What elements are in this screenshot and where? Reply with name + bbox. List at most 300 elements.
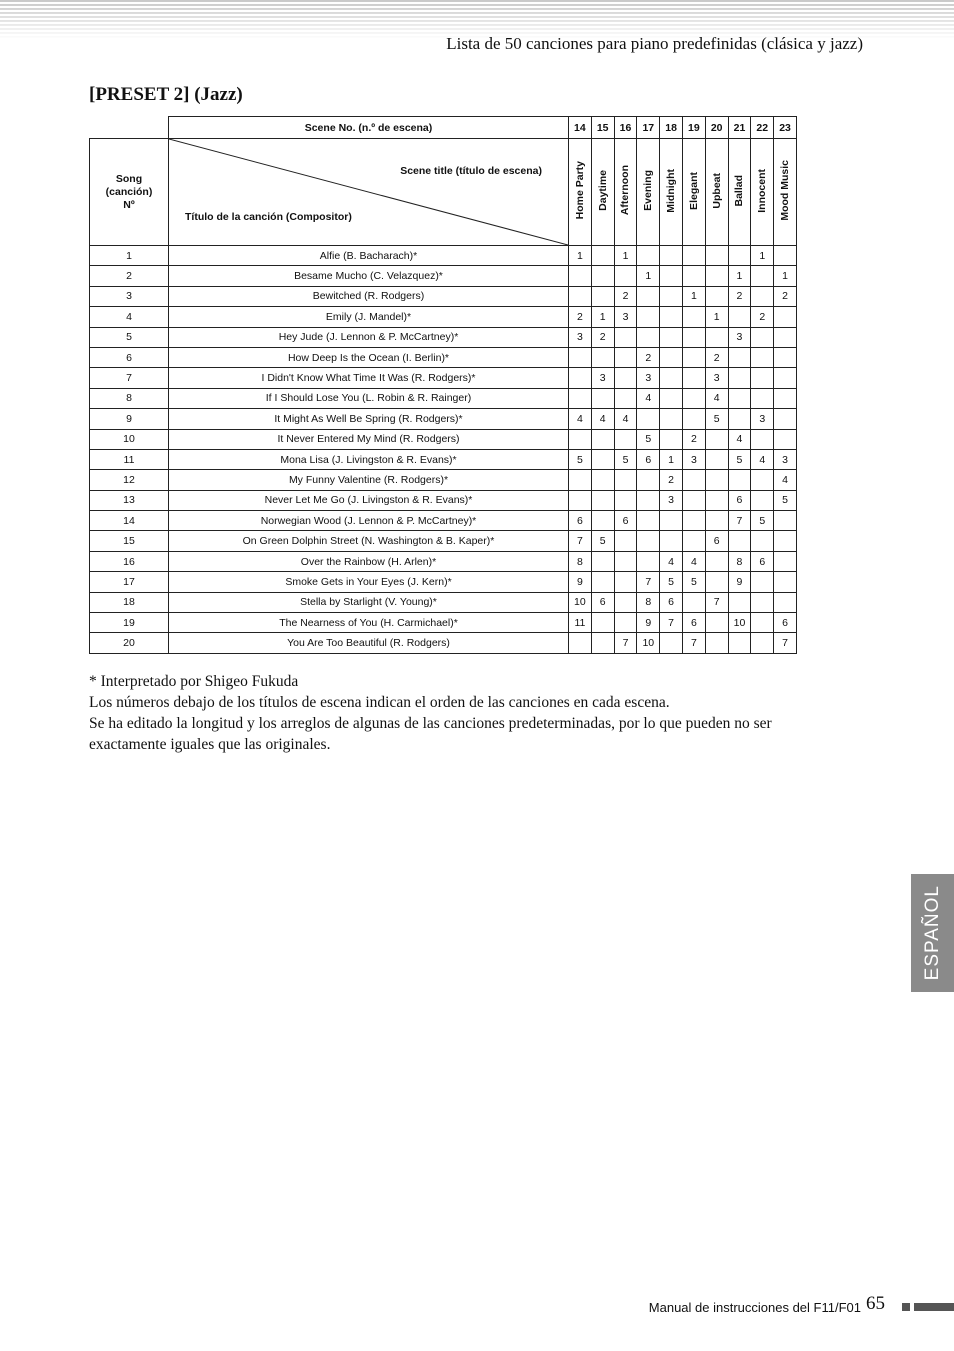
scene-order-cell bbox=[682, 327, 705, 347]
blank-corner bbox=[90, 117, 169, 139]
scene-order-cell: 1 bbox=[705, 307, 728, 327]
scene-order-cell: 3 bbox=[728, 327, 751, 347]
song-title-label: Título de la canción (Compositor) bbox=[185, 211, 352, 223]
notes bbox=[89, 671, 809, 755]
song-title: If I Should Lose You (L. Robin & R. Rainger) bbox=[169, 388, 569, 408]
scene-order-cell bbox=[660, 633, 683, 653]
scene-order-cell bbox=[682, 531, 705, 551]
scene-order-cell bbox=[751, 286, 774, 306]
language-label: ESPAÑOL bbox=[921, 885, 943, 981]
scene-order-cell: 6 bbox=[705, 531, 728, 551]
scene-order-cell bbox=[591, 388, 614, 408]
scene-order-cell bbox=[705, 490, 728, 510]
scene-title-cell bbox=[774, 139, 797, 246]
scene-order-cell bbox=[728, 347, 751, 367]
scene-title-cell bbox=[660, 139, 683, 246]
scene-order-cell: 7 bbox=[682, 633, 705, 653]
scene-order-cell: 1 bbox=[682, 286, 705, 306]
scene-order-cell bbox=[569, 388, 592, 408]
scene-order-cell bbox=[774, 307, 797, 327]
scene-order-cell bbox=[682, 592, 705, 612]
scene-number: 15 bbox=[591, 117, 614, 139]
song-title: You Are Too Beautiful (R. Rodgers) bbox=[169, 633, 569, 653]
scene-order-cell bbox=[705, 266, 728, 286]
scene-order-cell bbox=[774, 551, 797, 571]
scene-order-cell bbox=[614, 429, 637, 449]
scene-order-cell: 9 bbox=[728, 572, 751, 592]
table-row bbox=[90, 572, 797, 592]
scene-order-cell bbox=[682, 266, 705, 286]
table-row bbox=[90, 307, 797, 327]
scene-order-cell bbox=[569, 470, 592, 490]
scene-order-cell bbox=[774, 531, 797, 551]
scene-order-cell: 4 bbox=[682, 551, 705, 571]
song-title: It Never Entered My Mind (R. Rodgers) bbox=[169, 429, 569, 449]
song-number: 20 bbox=[90, 633, 169, 653]
scene-order-cell: 3 bbox=[682, 449, 705, 469]
scene-order-cell bbox=[660, 429, 683, 449]
scene-order-cell bbox=[728, 531, 751, 551]
scene-order-cell: 3 bbox=[614, 307, 637, 327]
song-number: 17 bbox=[90, 572, 169, 592]
song-title: Stella by Starlight (V. Young)* bbox=[169, 592, 569, 612]
scene-order-cell bbox=[660, 409, 683, 429]
scene-order-cell bbox=[591, 246, 614, 266]
scene-order-cell: 4 bbox=[705, 388, 728, 408]
table-row bbox=[90, 551, 797, 571]
scene-order-cell: 4 bbox=[728, 429, 751, 449]
scene-order-cell: 2 bbox=[569, 307, 592, 327]
table-row bbox=[90, 286, 797, 306]
scene-title-cell bbox=[637, 139, 660, 246]
scene-order-cell bbox=[705, 429, 728, 449]
song-title: Besame Mucho (C. Velazquez)* bbox=[169, 266, 569, 286]
scene-order-cell bbox=[660, 347, 683, 367]
footer-bar-marker bbox=[914, 1303, 954, 1311]
scene-order-cell bbox=[591, 286, 614, 306]
song-number: 10 bbox=[90, 429, 169, 449]
scene-order-cell: 2 bbox=[660, 470, 683, 490]
song-number: 1 bbox=[90, 246, 169, 266]
scene-order-cell bbox=[660, 307, 683, 327]
scene-order-cell bbox=[705, 551, 728, 571]
song-number: 13 bbox=[90, 490, 169, 510]
scene-order-cell bbox=[774, 246, 797, 266]
song-number: 16 bbox=[90, 551, 169, 571]
song-number-header bbox=[90, 139, 169, 246]
scene-order-cell bbox=[591, 429, 614, 449]
scene-order-cell bbox=[637, 246, 660, 266]
song-number: 18 bbox=[90, 592, 169, 612]
scene-order-cell: 8 bbox=[728, 551, 751, 571]
scene-number: 23 bbox=[774, 117, 797, 139]
scene-number-row bbox=[90, 117, 797, 139]
preset-scenes-table bbox=[89, 116, 797, 654]
scene-order-cell: 5 bbox=[637, 429, 660, 449]
scene-order-cell bbox=[591, 572, 614, 592]
song-number: 4 bbox=[90, 307, 169, 327]
scene-order-cell bbox=[591, 613, 614, 633]
scene-order-cell bbox=[774, 347, 797, 367]
scene-order-cell: 4 bbox=[774, 470, 797, 490]
scene-order-cell bbox=[751, 429, 774, 449]
scene-order-cell bbox=[682, 246, 705, 266]
scene-order-cell: 5 bbox=[774, 490, 797, 510]
footer-manual-text: Manual de instrucciones del F11/F01 bbox=[648, 1300, 861, 1315]
scene-order-cell: 10 bbox=[637, 633, 660, 653]
song-header-line: Nº bbox=[123, 198, 135, 211]
song-title: Norwegian Wood (J. Lennon & P. McCartney)* bbox=[169, 511, 569, 531]
scene-order-cell bbox=[614, 613, 637, 633]
scene-order-cell: 5 bbox=[751, 511, 774, 531]
scene-order-cell bbox=[751, 266, 774, 286]
song-title: Over the Rainbow (H. Arlen)* bbox=[169, 551, 569, 571]
song-title: How Deep Is the Ocean (I. Berlin)* bbox=[169, 347, 569, 367]
scene-number: 20 bbox=[705, 117, 728, 139]
scene-order-cell: 9 bbox=[637, 613, 660, 633]
scene-title: Afternoon bbox=[619, 165, 632, 216]
song-title: I Didn't Know What Time It Was (R. Rodgers)* bbox=[169, 368, 569, 388]
section-title: [PRESET 2] (Jazz) bbox=[89, 84, 243, 105]
scene-order-cell bbox=[569, 347, 592, 367]
scene-order-cell: 5 bbox=[591, 531, 614, 551]
diagonal-divider bbox=[169, 139, 568, 245]
scene-order-cell bbox=[728, 633, 751, 653]
scene-order-cell: 3 bbox=[660, 490, 683, 510]
scene-order-cell bbox=[682, 368, 705, 388]
scene-order-cell: 5 bbox=[614, 449, 637, 469]
scene-order-cell: 1 bbox=[751, 246, 774, 266]
scene-number: 16 bbox=[614, 117, 637, 139]
scene-order-cell bbox=[682, 470, 705, 490]
scene-order-cell: 8 bbox=[569, 551, 592, 571]
scene-order-cell: 5 bbox=[569, 449, 592, 469]
scene-order-cell bbox=[569, 286, 592, 306]
scene-order-cell bbox=[637, 470, 660, 490]
scene-order-cell: 4 bbox=[637, 388, 660, 408]
scene-order-cell bbox=[682, 409, 705, 429]
scene-number: 18 bbox=[660, 117, 683, 139]
scene-order-cell bbox=[751, 347, 774, 367]
scene-title-cell bbox=[728, 139, 751, 246]
scene-order-cell bbox=[591, 633, 614, 653]
scene-order-cell bbox=[751, 613, 774, 633]
scene-order-cell bbox=[774, 572, 797, 592]
scene-title-cell bbox=[751, 139, 774, 246]
scene-order-cell: 7 bbox=[637, 572, 660, 592]
scene-order-cell: 7 bbox=[660, 613, 683, 633]
scene-order-cell: 1 bbox=[660, 449, 683, 469]
table-row bbox=[90, 327, 797, 347]
scene-order-cell: 4 bbox=[751, 449, 774, 469]
song-title: Emily (J. Mandel)* bbox=[169, 307, 569, 327]
scene-order-cell bbox=[751, 490, 774, 510]
scene-order-cell bbox=[614, 490, 637, 510]
song-title: My Funny Valentine (R. Rodgers)* bbox=[169, 470, 569, 490]
scene-order-cell bbox=[728, 470, 751, 490]
scene-order-cell bbox=[637, 307, 660, 327]
scene-order-cell bbox=[774, 511, 797, 531]
scene-order-cell bbox=[728, 592, 751, 612]
scene-order-cell bbox=[774, 368, 797, 388]
scene-order-cell bbox=[705, 449, 728, 469]
note-line: Se ha editado la longitud y los arreglos de algunas de las canciones predeterminadas, por lo que pueden no ser exactamente iguales que las originales. bbox=[89, 715, 772, 753]
song-number: 15 bbox=[90, 531, 169, 551]
scene-no-label: Scene No. (n.º de escena) bbox=[169, 117, 569, 139]
scene-order-cell: 6 bbox=[591, 592, 614, 612]
song-title: On Green Dolphin Street (N. Washington & B. Kaper)* bbox=[169, 531, 569, 551]
scene-order-cell bbox=[751, 368, 774, 388]
scene-order-cell bbox=[614, 388, 637, 408]
scene-order-cell bbox=[614, 266, 637, 286]
scene-order-cell: 3 bbox=[569, 327, 592, 347]
scene-order-cell bbox=[682, 347, 705, 367]
song-number: 5 bbox=[90, 327, 169, 347]
scene-title-cell bbox=[614, 139, 637, 246]
scene-order-cell: 4 bbox=[591, 409, 614, 429]
scene-order-cell bbox=[614, 531, 637, 551]
scene-order-cell bbox=[614, 470, 637, 490]
scene-title: Ballad bbox=[733, 174, 746, 207]
scene-order-cell bbox=[637, 490, 660, 510]
scene-order-cell: 4 bbox=[660, 551, 683, 571]
scene-order-cell bbox=[569, 490, 592, 510]
scene-order-cell bbox=[660, 388, 683, 408]
scene-order-cell bbox=[660, 368, 683, 388]
scene-order-cell: 1 bbox=[591, 307, 614, 327]
scene-order-cell bbox=[705, 572, 728, 592]
scene-order-cell bbox=[728, 307, 751, 327]
song-number: 6 bbox=[90, 347, 169, 367]
scene-order-cell: 10 bbox=[728, 613, 751, 633]
scene-title: Upbeat bbox=[710, 172, 723, 209]
scene-order-cell: 9 bbox=[569, 572, 592, 592]
scene-order-cell: 2 bbox=[751, 307, 774, 327]
song-header-line: (canción) bbox=[105, 185, 153, 198]
scene-title: Elegant bbox=[687, 171, 700, 210]
scene-order-cell: 2 bbox=[705, 347, 728, 367]
language-side-tab bbox=[911, 874, 954, 992]
scene-order-cell bbox=[614, 347, 637, 367]
table-row bbox=[90, 531, 797, 551]
scene-order-cell bbox=[682, 490, 705, 510]
scene-order-cell bbox=[660, 531, 683, 551]
scene-order-cell: 2 bbox=[774, 286, 797, 306]
scene-order-cell: 5 bbox=[728, 449, 751, 469]
scene-order-cell bbox=[751, 592, 774, 612]
table-row bbox=[90, 613, 797, 633]
scene-order-cell: 2 bbox=[637, 347, 660, 367]
scene-order-cell bbox=[637, 286, 660, 306]
scene-title-cell bbox=[705, 139, 728, 246]
note-line: * Interpretado por Shigeo Fukuda bbox=[89, 673, 299, 690]
scene-title: Midnight bbox=[665, 168, 678, 213]
song-title: Mona Lisa (J. Livingston & R. Evans)* bbox=[169, 449, 569, 469]
scene-order-cell bbox=[614, 551, 637, 571]
table-row bbox=[90, 490, 797, 510]
scene-order-cell: 5 bbox=[705, 409, 728, 429]
scene-order-cell bbox=[751, 470, 774, 490]
scene-order-cell bbox=[774, 327, 797, 347]
scene-order-cell bbox=[660, 266, 683, 286]
page-header-title: Lista de 50 canciones para piano predefinidas (clásica y jazz) bbox=[446, 34, 863, 53]
scene-title-label: Scene title (título de escena) bbox=[400, 165, 542, 177]
scene-order-cell: 2 bbox=[728, 286, 751, 306]
scene-order-cell: 3 bbox=[705, 368, 728, 388]
scene-order-cell: 2 bbox=[682, 429, 705, 449]
scene-title-row bbox=[90, 139, 797, 246]
scene-order-cell bbox=[705, 470, 728, 490]
song-title: Never Let Me Go (J. Livingston & R. Evans)* bbox=[169, 490, 569, 510]
table-row bbox=[90, 449, 797, 469]
scene-order-cell: 6 bbox=[682, 613, 705, 633]
scene-order-cell bbox=[728, 246, 751, 266]
scene-order-cell bbox=[591, 347, 614, 367]
scene-order-cell: 6 bbox=[751, 551, 774, 571]
scene-order-cell: 6 bbox=[660, 592, 683, 612]
scene-order-cell: 3 bbox=[774, 449, 797, 469]
scene-order-cell bbox=[774, 409, 797, 429]
scene-order-cell: 1 bbox=[614, 246, 637, 266]
table-row bbox=[90, 409, 797, 429]
table-row bbox=[90, 592, 797, 612]
scene-order-cell bbox=[705, 613, 728, 633]
scene-order-cell bbox=[728, 388, 751, 408]
scene-order-cell bbox=[591, 449, 614, 469]
scene-title: Innocent bbox=[756, 168, 769, 213]
song-title: It Might As Well Be Spring (R. Rodgers)* bbox=[169, 409, 569, 429]
scene-order-cell bbox=[728, 368, 751, 388]
song-title: The Nearness of You (H. Carmichael)* bbox=[169, 613, 569, 633]
song-rows bbox=[90, 246, 797, 654]
scene-order-cell bbox=[774, 388, 797, 408]
scene-order-cell bbox=[591, 470, 614, 490]
scene-order-cell bbox=[637, 531, 660, 551]
scene-number: 22 bbox=[751, 117, 774, 139]
song-number: 11 bbox=[90, 449, 169, 469]
table-row bbox=[90, 347, 797, 367]
scene-order-cell bbox=[682, 511, 705, 531]
scene-order-cell bbox=[774, 592, 797, 612]
scene-order-cell bbox=[569, 633, 592, 653]
footer-square-marker bbox=[902, 1303, 910, 1311]
scene-order-cell: 5 bbox=[660, 572, 683, 592]
song-number: 3 bbox=[90, 286, 169, 306]
note-line: Los números debajo de los títulos de escena indican el orden de las canciones en cada escena. bbox=[89, 694, 670, 711]
page-number: 65 bbox=[866, 1293, 885, 1314]
scene-order-cell: 7 bbox=[728, 511, 751, 531]
scene-order-cell bbox=[751, 572, 774, 592]
scene-order-cell bbox=[660, 511, 683, 531]
scene-order-cell: 10 bbox=[569, 592, 592, 612]
scene-order-cell bbox=[705, 633, 728, 653]
scene-order-cell bbox=[751, 633, 774, 653]
scene-order-cell: 6 bbox=[774, 613, 797, 633]
scene-order-cell: 8 bbox=[637, 592, 660, 612]
table-row bbox=[90, 266, 797, 286]
scene-order-cell bbox=[705, 286, 728, 306]
scene-order-cell bbox=[637, 511, 660, 531]
scene-order-cell: 2 bbox=[591, 327, 614, 347]
scene-number: 17 bbox=[637, 117, 660, 139]
scene-title-cell bbox=[591, 139, 614, 246]
song-number: 2 bbox=[90, 266, 169, 286]
scene-order-cell: 6 bbox=[637, 449, 660, 469]
scene-order-cell bbox=[705, 511, 728, 531]
song-header-line: Song bbox=[115, 172, 143, 185]
scene-number: 14 bbox=[569, 117, 592, 139]
scene-order-cell: 6 bbox=[728, 490, 751, 510]
table-row bbox=[90, 511, 797, 531]
song-number: 9 bbox=[90, 409, 169, 429]
table-row bbox=[90, 246, 797, 266]
scene-order-cell bbox=[728, 409, 751, 429]
scene-order-cell bbox=[751, 327, 774, 347]
scene-title-cell bbox=[569, 139, 592, 246]
scene-order-cell: 1 bbox=[728, 266, 751, 286]
table-row bbox=[90, 388, 797, 408]
scene-order-cell bbox=[569, 266, 592, 286]
table-row bbox=[90, 368, 797, 388]
scene-order-cell: 1 bbox=[569, 246, 592, 266]
scene-order-cell: 3 bbox=[751, 409, 774, 429]
scene-order-cell bbox=[660, 327, 683, 347]
scene-order-cell bbox=[569, 429, 592, 449]
scene-number: 19 bbox=[682, 117, 705, 139]
scene-order-cell bbox=[614, 368, 637, 388]
scene-order-cell: 4 bbox=[614, 409, 637, 429]
scene-order-cell: 4 bbox=[569, 409, 592, 429]
song-number: 8 bbox=[90, 388, 169, 408]
scene-order-cell bbox=[705, 327, 728, 347]
song-title: Smoke Gets in Your Eyes (J. Kern)* bbox=[169, 572, 569, 592]
scene-order-cell bbox=[614, 592, 637, 612]
scene-order-cell bbox=[682, 388, 705, 408]
table-row bbox=[90, 429, 797, 449]
scene-order-cell: 7 bbox=[774, 633, 797, 653]
scene-title: Daytime bbox=[596, 170, 609, 211]
scene-order-cell bbox=[751, 531, 774, 551]
scene-order-cell bbox=[614, 572, 637, 592]
song-number: 7 bbox=[90, 368, 169, 388]
scene-order-cell bbox=[637, 551, 660, 571]
scene-number: 21 bbox=[728, 117, 751, 139]
table-row bbox=[90, 633, 797, 653]
scene-order-cell bbox=[660, 246, 683, 266]
scene-order-cell bbox=[591, 490, 614, 510]
song-title: Hey Jude (J. Lennon & P. McCartney)* bbox=[169, 327, 569, 347]
scene-order-cell: 7 bbox=[705, 592, 728, 612]
table-row bbox=[90, 470, 797, 490]
scene-order-cell bbox=[751, 388, 774, 408]
scene-title: Mood Music bbox=[779, 160, 792, 221]
scene-order-cell: 3 bbox=[637, 368, 660, 388]
scene-order-cell bbox=[591, 511, 614, 531]
scene-title: Home Party bbox=[573, 161, 586, 220]
scene-order-cell bbox=[660, 286, 683, 306]
scene-order-cell bbox=[591, 266, 614, 286]
scene-order-cell bbox=[569, 368, 592, 388]
scene-order-cell: 6 bbox=[614, 511, 637, 531]
scene-order-cell: 7 bbox=[614, 633, 637, 653]
song-title: Alfie (B. Bacharach)* bbox=[169, 246, 569, 266]
scene-title: Evening bbox=[642, 170, 655, 211]
diagonal-header-cell bbox=[169, 139, 569, 246]
scene-order-cell: 2 bbox=[614, 286, 637, 306]
scene-order-cell bbox=[637, 409, 660, 429]
scene-order-cell: 1 bbox=[774, 266, 797, 286]
scene-order-cell: 5 bbox=[682, 572, 705, 592]
